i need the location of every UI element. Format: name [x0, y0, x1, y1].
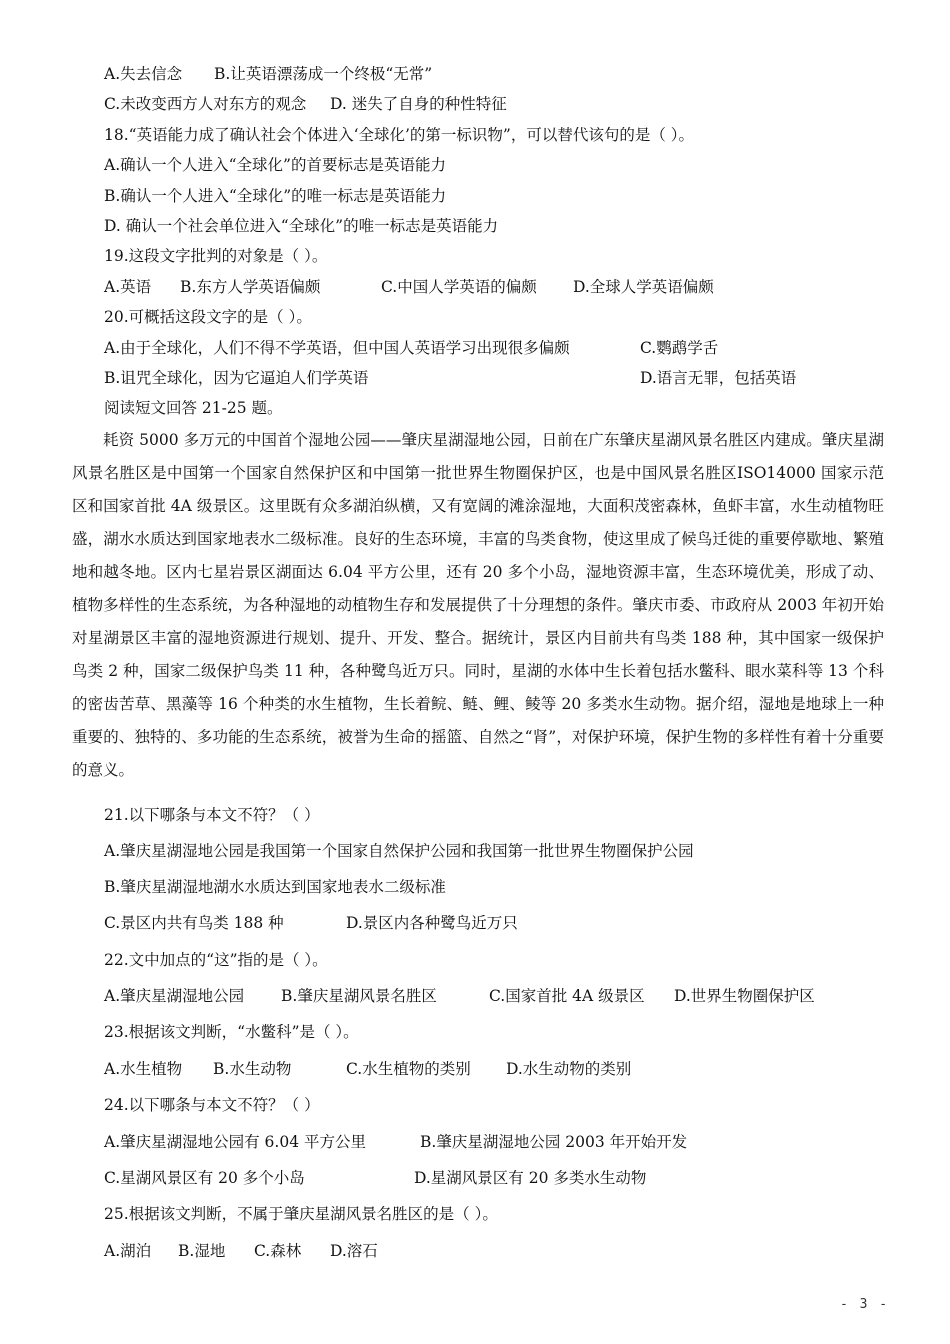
q20-option-c: C.鹦鹉学舌 [640, 339, 719, 357]
reading-instruction: 阅读短文回答 21-25 题。 [104, 399, 283, 417]
q23-option-c: C.水生植物的类别 [346, 1060, 471, 1078]
q22-option-b: B.肇庆星湖风景名胜区 [281, 987, 437, 1005]
q21-stem: 21.以下哪条与本文不符？（ ） [104, 806, 320, 824]
q17-option-a: A.失去信念 [104, 65, 183, 83]
q23-option-a: A.水生植物 [104, 1060, 183, 1078]
q18-stem: 18.“英语能力成了确认社会个体进入‘全球化’的第一标识物”，可以替代该句的是（ ）。 [104, 126, 695, 144]
q19-option-d: D.全球人学英语偏颇 [573, 278, 714, 296]
q20-option-b: B.诅咒全球化，因为它逼迫人们学英语 [104, 369, 369, 387]
q19-option-c: C.中国人学英语的偏颇 [381, 278, 537, 296]
q21-option-c: C.景区内共有鸟类 188 种 [104, 914, 284, 932]
q24-option-c: C.星湖风景区有 20 多个小岛 [104, 1169, 305, 1187]
q17-option-d: D. 迷失了自身的种性特征 [330, 95, 507, 113]
q24-option-b: B.肇庆星湖湿地公园 2003 年开始开发 [420, 1133, 688, 1151]
q22-option-d: D.世界生物圈保护区 [674, 987, 815, 1005]
q19-stem: 19.这段文字批判的对象是（ ）。 [104, 247, 328, 265]
q18-option-d: D. 确认一个社会单位进入“全球化”的唯一标志是英语能力 [104, 217, 499, 235]
q25-stem: 25.根据该文判断，不属于肇庆星湖风景名胜区的是（ ）。 [104, 1205, 498, 1223]
q24-option-d: D.星湖风景区有 20 多类水生动物 [414, 1169, 647, 1187]
q21-option-a: A.肇庆星湖湿地公园是我国第一个国家自然保护公园和我国第一批世界生物圈保护公园 [104, 842, 694, 860]
q25-option-b: B.湿地 [178, 1242, 226, 1260]
page-number: - 3 - [840, 1297, 890, 1312]
q21-option-d: D.景区内各种鹭鸟近万只 [346, 914, 518, 932]
q23-option-b: B.水生动物 [213, 1060, 292, 1078]
q24-option-a: A.肇庆星湖湿地公园有 6.04 平方公里 [104, 1133, 366, 1151]
q20-option-a: A.由于全球化，人们不得不学英语，但中国人英语学习出现很多偏颇 [104, 339, 570, 357]
q22-option-c: C.国家首批 4A 级景区 [489, 987, 645, 1005]
q18-option-b: B.确认一个人进入“全球化”的唯一标志是英语能力 [104, 187, 447, 205]
q17-option-c: C.未改变西方人对东方的观念 [104, 95, 307, 113]
q18-option-a: A.确认一个人进入“全球化”的首要标志是英语能力 [104, 156, 446, 174]
q23-stem: 23.根据该文判断，“水鳖科”是（ ）。 [104, 1023, 359, 1041]
q19-option-a: A.英语 [104, 278, 152, 296]
q25-option-a: A.湖泊 [104, 1242, 152, 1260]
q20-option-d: D.语言无罪，包括英语 [640, 369, 797, 387]
q22-stem: 22.文中加点的“这”指的是（ ）。 [104, 951, 328, 969]
reading-passage: 耗资 5000 多万元的中国首个湿地公园——肇庆星湖湿地公园，日前在广东肇庆星湖风景名胜区内建成。肇庆星湖风景名胜区是中国第一个国家自然保护区和中国第一批世界生物圈保护区，也是中国风景名胜区ISO14000 国家示范区和国家首批 4A 级景区。这里既有众多湖泊纵横，又有宽阔的滩涂湿地，大面积茂密森林，鱼虾丰富，水生动植物旺盛，湖水水质达到国家地表水二级标准。良好的生态环境，丰富的鸟类食物，使这里成了候鸟迁徙的重要停歇地、繁殖地和越冬地。区内七星岩景区湖面达 6.04 平方公里，还有 20 多个小岛，湿地资源丰富，生态环境优美，形成了动、植物多样性的生态系统，为各种湿地的动植物生存和发展提供了十分理想的条件。肇庆市委、市政府从 2003 年初开始对星湖景区丰富的湿地资源进行规划、提升、开发、整合。据统计，景区内目前共有鸟类 188 种，其中国家一级保护鸟类 2 种，国家二级保护鸟类 11 种，各种鹭鸟近万只。同时，星湖的水体中生长着包括水鳖科、眼水菜科等 13 个科的密齿苦草、黑藻等 16 个种类的水生植物，生长着鲩、鲢、鲤、鲮等 20 多类水生动物。据介绍，湿地是地球上一种重要的、独特的、多功能的生态系统，被誉为生命的摇篮、自然之“肾”，对保护环境，保护生物的多样性有着十分重要的意义。 [72, 431, 884, 779]
q22-option-a: A.肇庆星湖湿地公园 [104, 987, 245, 1005]
q20-stem: 20.可概括这段文字的是（ ）。 [104, 308, 312, 326]
q24-stem: 24.以下哪条与本文不符？（ ） [104, 1096, 320, 1114]
q21-option-b: B.肇庆星湖湿地湖水水质达到国家地表水二级标准 [104, 878, 446, 896]
q17-option-b: B.让英语漂荡成一个终极“无常” [214, 65, 433, 83]
q19-option-b: B.东方人学英语偏颇 [180, 278, 321, 296]
q23-option-d: D.水生动物的类别 [506, 1060, 632, 1078]
q25-option-d: D.溶石 [330, 1242, 378, 1260]
q25-option-c: C.森林 [254, 1242, 302, 1260]
